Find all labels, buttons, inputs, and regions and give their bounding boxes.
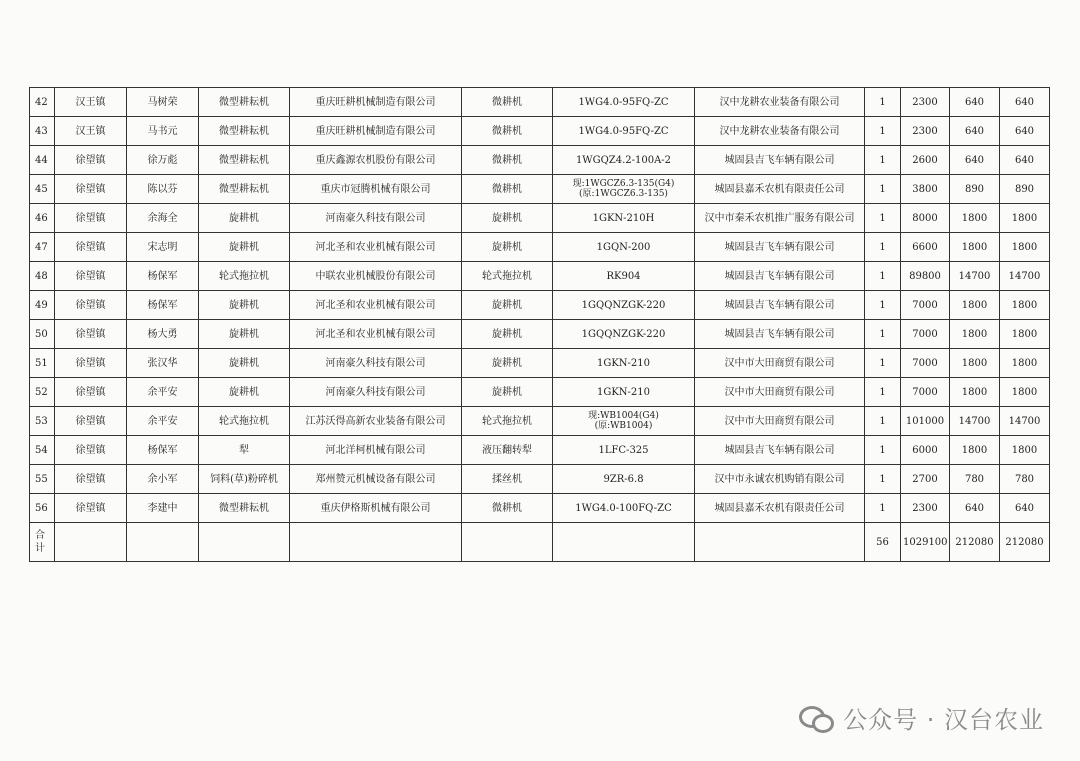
row-number: 52 bbox=[30, 378, 55, 407]
table-row bbox=[30, 494, 1050, 523]
machine-type-cell: 揉丝机 bbox=[462, 465, 553, 494]
quantity-cell: 1 bbox=[865, 146, 901, 175]
machine-item-cell: 旋耕机 bbox=[199, 378, 290, 407]
model-original: (原:1WGCZ6.3-135) bbox=[579, 189, 668, 199]
total-subsidy-cell: 1800 bbox=[1000, 233, 1050, 262]
machine-item-cell: 微型耕耘机 bbox=[199, 117, 290, 146]
price-cell: 7000 bbox=[901, 291, 950, 320]
table-row bbox=[30, 349, 1050, 378]
machine-item-cell: 轮式拖拉机 bbox=[199, 407, 290, 436]
price-cell: 2300 bbox=[901, 117, 950, 146]
manufacturer-cell: 河南豪久科技有限公司 bbox=[290, 378, 462, 407]
town-cell: 徐望镇 bbox=[55, 349, 127, 378]
quantity-cell: 1 bbox=[865, 436, 901, 465]
price-cell: 89800 bbox=[901, 262, 950, 291]
quantity-cell: 1 bbox=[865, 262, 901, 291]
empty-cell bbox=[290, 523, 462, 562]
row-number: 56 bbox=[30, 494, 55, 523]
town-cell: 徐望镇 bbox=[55, 204, 127, 233]
total-row bbox=[30, 523, 1050, 562]
manufacturer-cell: 重庆旺耕机械制造有限公司 bbox=[290, 88, 462, 117]
dealer-cell: 城固县吉飞车辆有限公司 bbox=[695, 436, 865, 465]
empty-cell bbox=[199, 523, 290, 562]
subsidy-cell: 1800 bbox=[950, 436, 1000, 465]
subsidy-cell: 640 bbox=[950, 146, 1000, 175]
total-subsidy-cell: 1800 bbox=[1000, 204, 1050, 233]
machine-type-cell: 液压翻转犁 bbox=[462, 436, 553, 465]
empty-cell bbox=[553, 523, 695, 562]
subsidy-cell: 14700 bbox=[950, 407, 1000, 436]
machine-item-cell: 旋耕机 bbox=[199, 349, 290, 378]
model-cell: 1WGQZ4.2-100A-2 bbox=[553, 146, 695, 175]
farmer-name-cell: 余平安 bbox=[127, 407, 199, 436]
table-row bbox=[30, 291, 1050, 320]
manufacturer-cell: 河北洋柯机械有限公司 bbox=[290, 436, 462, 465]
farmer-name-cell: 余小军 bbox=[127, 465, 199, 494]
model-cell: 1GKN-210 bbox=[553, 349, 695, 378]
row-number: 42 bbox=[30, 88, 55, 117]
machine-item-cell: 旋耕机 bbox=[199, 233, 290, 262]
quantity-cell: 1 bbox=[865, 117, 901, 146]
row-number: 53 bbox=[30, 407, 55, 436]
manufacturer-cell: 河南豪久科技有限公司 bbox=[290, 204, 462, 233]
row-number: 45 bbox=[30, 175, 55, 204]
machine-type-cell: 轮式拖拉机 bbox=[462, 407, 553, 436]
table-row bbox=[30, 407, 1050, 436]
manufacturer-cell: 河北圣和农业机械有限公司 bbox=[290, 233, 462, 262]
row-number: 46 bbox=[30, 204, 55, 233]
quantity-cell: 1 bbox=[865, 175, 901, 204]
dealer-cell: 城固县嘉禾农机有限责任公司 bbox=[695, 175, 865, 204]
row-number: 51 bbox=[30, 349, 55, 378]
quantity-cell: 1 bbox=[865, 378, 901, 407]
total-subsidy-cell: 640 bbox=[1000, 494, 1050, 523]
table-row bbox=[30, 320, 1050, 349]
machine-type-cell: 微耕机 bbox=[462, 175, 553, 204]
machine-item-cell: 微型耕耘机 bbox=[199, 175, 290, 204]
row-number: 47 bbox=[30, 233, 55, 262]
wechat-icon bbox=[799, 704, 833, 732]
subsidy-cell: 1800 bbox=[950, 204, 1000, 233]
total-subsidy-cell: 890 bbox=[1000, 175, 1050, 204]
table-row bbox=[30, 204, 1050, 233]
dealer-cell: 汉中市秦禾农机推广服务有限公司 bbox=[695, 204, 865, 233]
table-row bbox=[30, 465, 1050, 494]
model-cell bbox=[553, 175, 695, 204]
table-row bbox=[30, 378, 1050, 407]
row-number: 49 bbox=[30, 291, 55, 320]
dealer-cell: 汉中市永诚农机购销有限公司 bbox=[695, 465, 865, 494]
quantity-cell: 1 bbox=[865, 204, 901, 233]
machine-type-cell: 旋耕机 bbox=[462, 233, 553, 262]
model-current: 现:WB1004(G4) bbox=[588, 411, 659, 421]
dealer-cell: 汉中市大田商贸有限公司 bbox=[695, 407, 865, 436]
model-cell: 1WG4.0-95FQ-ZC bbox=[553, 88, 695, 117]
table-row bbox=[30, 436, 1050, 465]
dealer-cell: 城固县吉飞车辆有限公司 bbox=[695, 291, 865, 320]
machine-type-cell: 旋耕机 bbox=[462, 204, 553, 233]
empty-cell bbox=[695, 523, 865, 562]
manufacturer-cell: 河南豪久科技有限公司 bbox=[290, 349, 462, 378]
table-row bbox=[30, 262, 1050, 291]
model-cell bbox=[553, 407, 695, 436]
farmer-name-cell: 徐万彪 bbox=[127, 146, 199, 175]
price-cell: 7000 bbox=[901, 320, 950, 349]
subsidy-cell: 640 bbox=[950, 88, 1000, 117]
dealer-cell: 汉中市大田商贸有限公司 bbox=[695, 349, 865, 378]
total-subsidy-cell: 1800 bbox=[1000, 349, 1050, 378]
price-cell: 2700 bbox=[901, 465, 950, 494]
subsidy-cell: 14700 bbox=[950, 262, 1000, 291]
machine-type-cell: 轮式拖拉机 bbox=[462, 262, 553, 291]
price-cell: 6000 bbox=[901, 436, 950, 465]
row-number: 43 bbox=[30, 117, 55, 146]
table-row bbox=[30, 88, 1050, 117]
machine-item-cell: 微型耕耘机 bbox=[199, 88, 290, 117]
price-cell: 8000 bbox=[901, 204, 950, 233]
dealer-cell: 城固县吉飞车辆有限公司 bbox=[695, 146, 865, 175]
town-cell: 徐望镇 bbox=[55, 320, 127, 349]
price-cell: 3800 bbox=[901, 175, 950, 204]
quantity-cell: 1 bbox=[865, 349, 901, 378]
model-cell: 1GKN-210 bbox=[553, 378, 695, 407]
machine-item-cell: 轮式拖拉机 bbox=[199, 262, 290, 291]
town-cell: 徐望镇 bbox=[55, 436, 127, 465]
subsidy-cell: 640 bbox=[950, 494, 1000, 523]
manufacturer-cell: 河北圣和农业机械有限公司 bbox=[290, 291, 462, 320]
model-current: 现:1WGCZ6.3-135(G4) bbox=[572, 179, 675, 189]
total-qty-cell: 56 bbox=[865, 523, 901, 562]
total-subsidy-cell: 640 bbox=[1000, 117, 1050, 146]
total-subsidy-cell: 1800 bbox=[1000, 291, 1050, 320]
farmer-name-cell: 李建中 bbox=[127, 494, 199, 523]
town-cell: 徐望镇 bbox=[55, 407, 127, 436]
town-cell: 徐望镇 bbox=[55, 175, 127, 204]
town-cell: 徐望镇 bbox=[55, 378, 127, 407]
manufacturer-cell: 重庆伊格斯机械有限公司 bbox=[290, 494, 462, 523]
model-cell: RK904 bbox=[553, 262, 695, 291]
farmer-name-cell: 杨保军 bbox=[127, 262, 199, 291]
farmer-name-cell: 马书元 bbox=[127, 117, 199, 146]
dealer-cell: 城固县嘉禾农机有限责任公司 bbox=[695, 494, 865, 523]
total-price-cell: 1029100 bbox=[901, 523, 950, 562]
empty-cell bbox=[462, 523, 553, 562]
town-cell: 徐望镇 bbox=[55, 262, 127, 291]
watermark-text: 公众号 · 汉台农业 bbox=[843, 706, 1044, 734]
manufacturer-cell: 重庆旺耕机械制造有限公司 bbox=[290, 117, 462, 146]
total-subsidy-cell: 1800 bbox=[1000, 436, 1050, 465]
town-cell: 徐望镇 bbox=[55, 291, 127, 320]
quantity-cell: 1 bbox=[865, 291, 901, 320]
model-cell: 1WG4.0-100FQ-ZC bbox=[553, 494, 695, 523]
row-number: 44 bbox=[30, 146, 55, 175]
machine-type-cell: 旋耕机 bbox=[462, 320, 553, 349]
table-row bbox=[30, 233, 1050, 262]
subsidy-cell: 1800 bbox=[950, 320, 1000, 349]
model-cell: 1GQQNZGK-220 bbox=[553, 320, 695, 349]
subsidy-cell: 780 bbox=[950, 465, 1000, 494]
manufacturer-cell: 郑州赞元机械设备有限公司 bbox=[290, 465, 462, 494]
machine-item-cell: 微型耕耘机 bbox=[199, 494, 290, 523]
total-subsidy-cell: 14700 bbox=[1000, 262, 1050, 291]
row-number: 48 bbox=[30, 262, 55, 291]
farmer-name-cell: 杨大勇 bbox=[127, 320, 199, 349]
farmer-name-cell: 杨保军 bbox=[127, 436, 199, 465]
farmer-name-cell: 宋志明 bbox=[127, 233, 199, 262]
total-subsidy-cell: 14700 bbox=[1000, 407, 1050, 436]
row-number: 55 bbox=[30, 465, 55, 494]
model-cell: 1GQQNZGK-220 bbox=[553, 291, 695, 320]
subsidy-cell: 1800 bbox=[950, 233, 1000, 262]
subsidy-cell: 640 bbox=[950, 117, 1000, 146]
machine-item-cell: 旋耕机 bbox=[199, 320, 290, 349]
machine-type-cell: 微耕机 bbox=[462, 88, 553, 117]
machine-item-cell: 旋耕机 bbox=[199, 204, 290, 233]
machine-type-cell: 旋耕机 bbox=[462, 378, 553, 407]
table-row bbox=[30, 146, 1050, 175]
manufacturer-cell: 中联农业机械股份有限公司 bbox=[290, 262, 462, 291]
machine-item-cell: 旋耕机 bbox=[199, 291, 290, 320]
machine-item-cell: 微型耕耘机 bbox=[199, 146, 290, 175]
quantity-cell: 1 bbox=[865, 465, 901, 494]
total-subsidy-cell: 640 bbox=[1000, 88, 1050, 117]
farmer-name-cell: 张汉华 bbox=[127, 349, 199, 378]
quantity-cell: 1 bbox=[865, 233, 901, 262]
farmer-name-cell: 杨保军 bbox=[127, 291, 199, 320]
empty-cell bbox=[127, 523, 199, 562]
price-cell: 101000 bbox=[901, 407, 950, 436]
subsidy-cell: 1800 bbox=[950, 349, 1000, 378]
manufacturer-cell: 江苏沃得高新农业装备有限公司 bbox=[290, 407, 462, 436]
town-cell: 汉王镇 bbox=[55, 88, 127, 117]
model-cell: 1WG4.0-95FQ-ZC bbox=[553, 117, 695, 146]
dealer-cell: 汉中市大田商贸有限公司 bbox=[695, 378, 865, 407]
watermark bbox=[799, 700, 1044, 735]
town-cell: 徐望镇 bbox=[55, 465, 127, 494]
manufacturer-cell: 重庆市冠腾机械有限公司 bbox=[290, 175, 462, 204]
empty-cell bbox=[55, 523, 127, 562]
total-subsidy-cell: 1800 bbox=[1000, 320, 1050, 349]
price-cell: 7000 bbox=[901, 349, 950, 378]
subsidy-table bbox=[29, 87, 1050, 562]
row-number: 54 bbox=[30, 436, 55, 465]
price-cell: 6600 bbox=[901, 233, 950, 262]
subsidy-cell: 1800 bbox=[950, 378, 1000, 407]
quantity-cell: 1 bbox=[865, 407, 901, 436]
dealer-cell: 城固县吉飞车辆有限公司 bbox=[695, 262, 865, 291]
machine-item-cell: 犁 bbox=[199, 436, 290, 465]
table-body bbox=[30, 88, 1050, 562]
total-total-cell: 212080 bbox=[1000, 523, 1050, 562]
total-subsidy-cell: 212080 bbox=[950, 523, 1000, 562]
machine-type-cell: 旋耕机 bbox=[462, 349, 553, 378]
town-cell: 徐望镇 bbox=[55, 494, 127, 523]
table-row bbox=[30, 117, 1050, 146]
model-cell: 1GKN-210H bbox=[553, 204, 695, 233]
subsidy-cell: 1800 bbox=[950, 291, 1000, 320]
machine-type-cell: 旋耕机 bbox=[462, 291, 553, 320]
town-cell: 徐望镇 bbox=[55, 146, 127, 175]
farmer-name-cell: 余海全 bbox=[127, 204, 199, 233]
quantity-cell: 1 bbox=[865, 88, 901, 117]
dealer-cell: 汉中龙耕农业装备有限公司 bbox=[695, 88, 865, 117]
farmer-name-cell: 余平安 bbox=[127, 378, 199, 407]
total-label: 合计 bbox=[30, 523, 55, 562]
machine-type-cell: 微耕机 bbox=[462, 494, 553, 523]
machine-item-cell: 饲料(草)粉碎机 bbox=[199, 465, 290, 494]
machine-type-cell: 微耕机 bbox=[462, 117, 553, 146]
subsidy-cell: 890 bbox=[950, 175, 1000, 204]
dealer-cell: 汉中龙耕农业装备有限公司 bbox=[695, 117, 865, 146]
farmer-name-cell: 陈以芬 bbox=[127, 175, 199, 204]
quantity-cell: 1 bbox=[865, 320, 901, 349]
town-cell: 徐望镇 bbox=[55, 233, 127, 262]
manufacturer-cell: 河北圣和农业机械有限公司 bbox=[290, 320, 462, 349]
town-cell: 汉王镇 bbox=[55, 117, 127, 146]
table-row bbox=[30, 175, 1050, 204]
price-cell: 2300 bbox=[901, 494, 950, 523]
model-cell: 1LFC-325 bbox=[553, 436, 695, 465]
row-number: 50 bbox=[30, 320, 55, 349]
farmer-name-cell: 马树荣 bbox=[127, 88, 199, 117]
price-cell: 2600 bbox=[901, 146, 950, 175]
machine-type-cell: 微耕机 bbox=[462, 146, 553, 175]
price-cell: 2300 bbox=[901, 88, 950, 117]
price-cell: 7000 bbox=[901, 378, 950, 407]
quantity-cell: 1 bbox=[865, 494, 901, 523]
total-subsidy-cell: 1800 bbox=[1000, 378, 1050, 407]
manufacturer-cell: 重庆鑫源农机股份有限公司 bbox=[290, 146, 462, 175]
dealer-cell: 城固县吉飞车辆有限公司 bbox=[695, 233, 865, 262]
dealer-cell: 城固县吉飞车辆有限公司 bbox=[695, 320, 865, 349]
total-subsidy-cell: 780 bbox=[1000, 465, 1050, 494]
model-cell: 9ZR-6.8 bbox=[553, 465, 695, 494]
total-subsidy-cell: 640 bbox=[1000, 146, 1050, 175]
model-cell: 1GQN-200 bbox=[553, 233, 695, 262]
model-original: (原:WB1004) bbox=[594, 421, 653, 431]
